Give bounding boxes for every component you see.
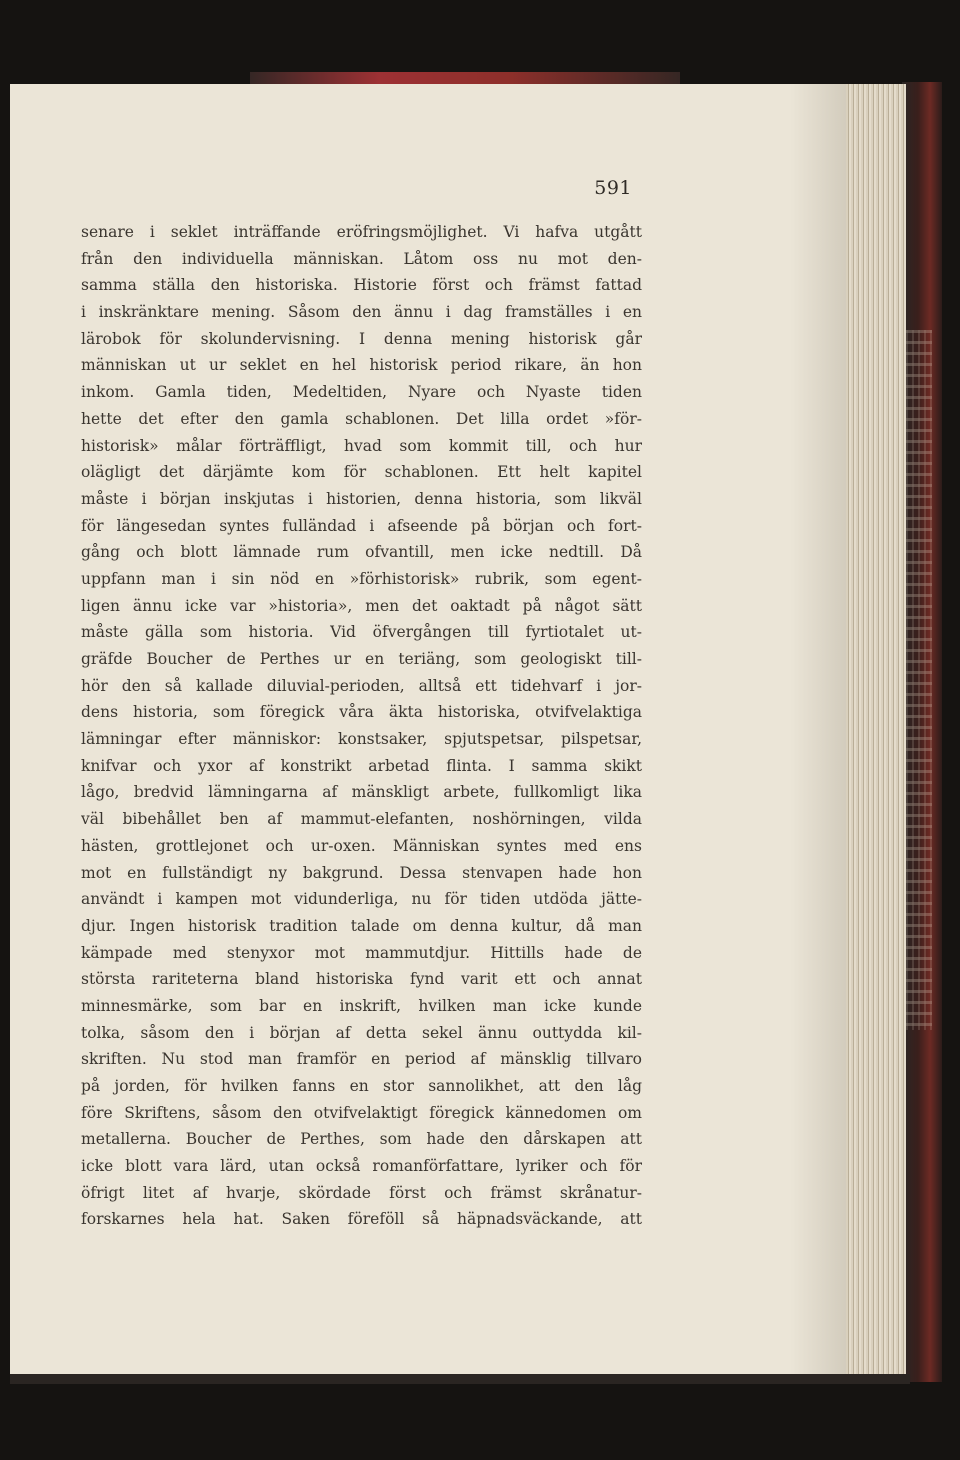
text-line: gång och blott lämnade rum ofvantill, men icke nedtill. Då [81,543,642,562]
text-line: tolka, såsom den i början af detta sekel ännu outtydda kil- [81,1023,642,1042]
page-number: 591 [594,177,632,199]
text-line: hette det efter den gamla schablonen. Det lilla ordet »för- [81,409,642,428]
text-line: måste i början inskjutas i historien, denna historia, som likväl [81,489,642,508]
book-bottom-edge [10,1374,910,1384]
text-line: lämningar efter människor: konstsaker, spjutspetsar, pilspetsar, [81,730,642,749]
text-line: djur. Ingen historisk tradition talade om denna kultur, då man [81,916,642,935]
text-line: hästen, grottlejonet och ur-oxen. Människan syntes med ens [81,836,642,855]
text-line: lärobok för skolundervisning. I denna mening historisk går [81,329,642,348]
text-line: människan ut ur seklet en hel historisk period rikare, än hon [81,356,642,375]
text-line: forskarnes hela hat. Saken föreföll så häpnadsväckande, att [81,1210,642,1229]
text-line: knifvar och yxor af konstrikt arbetad flinta. I samma skikt [81,756,642,775]
text-line: största rariteterna bland historiska fynd varit ett och annat [81,970,642,989]
text-line: inkom. Gamla tiden, Medeltiden, Nyare och Nyaste tiden [81,383,642,402]
text-line: senare i seklet inträffande eröfringsmöjlighet. Vi hafva utgått [81,223,642,241]
text-line: minnesmärke, som bar en inskrift, hvilken man icke kunde [81,996,642,1015]
text-line: före Skriftens, såsom den otvifvelaktigt föregick kännedomen om [81,1103,642,1122]
text-line: väl bibehållet ben af mammut-elefanten, noshörningen, vilda [81,810,642,829]
text-line: olägligt det därjämte kom för schablonen. Ett helt kapitel [81,463,642,482]
text-line: måste gälla som historia. Vid öfvergången till fyrtiotalet ut- [81,623,642,642]
text-line: hör den så kallade diluvial-perioden, alltså ett tidehvarf i jor- [81,676,642,695]
text-line: för längesedan syntes fulländad i afseende på början och fort- [81,516,642,535]
page-gutter-shadow [790,84,850,1374]
text-line: mot en fullständigt ny bakgrund. Dessa stenvapen hade hon [81,863,642,882]
text-line: användt i kampen mot vidunderliga, nu för tiden utdöda jätte- [81,890,642,909]
text-line: ligen ännu icke var »historia», men det oaktadt på något sätt [81,596,642,615]
text-line: icke blott vara lärd, utan också romanförfattare, lyriker och för [81,1157,642,1176]
text-line: på jorden, för hvilken fanns en stor sannolikhet, att den låg [81,1077,642,1095]
text-line: uppfann man i sin nöd en »förhistorisk» rubrik, som egent- [81,569,642,588]
text-line: kämpade med stenyxor mot mammutdjur. Hittills hade de [81,943,642,962]
text-line: dens historia, som föregick våra äkta historiska, otvifvelaktiga [81,703,642,722]
body-text [81,219,642,1233]
text-line: metallerna. Boucher de Perthes, som hade den dårskapen att [81,1130,642,1149]
text-line: skriften. Nu stod man framför en period af mänsklig tillvaro [81,1050,642,1069]
text-line: i inskränktare mening. Såsom den ännu i dag framställes i en [81,303,642,322]
text-line: samma ställa den historiska. Historie först och främst fattad [81,276,642,295]
page-stack-edges [846,84,906,1374]
text-line: öfrigt litet af hvarje, skördade först och främst skrånatur- [81,1183,642,1202]
cover-pattern [906,330,932,1030]
text-line: lågo, bredvid lämningarna af mänskligt arbete, fullkomligt lika [81,783,642,802]
text-line: historisk» målar förträffligt, hvad som kommit till, och hur [81,436,642,455]
text-line: från den individuella människan. Låtom oss nu mot den- [81,249,642,268]
text-line: gräfde Boucher de Perthes ur en teriäng, som geologiskt till- [81,650,642,668]
